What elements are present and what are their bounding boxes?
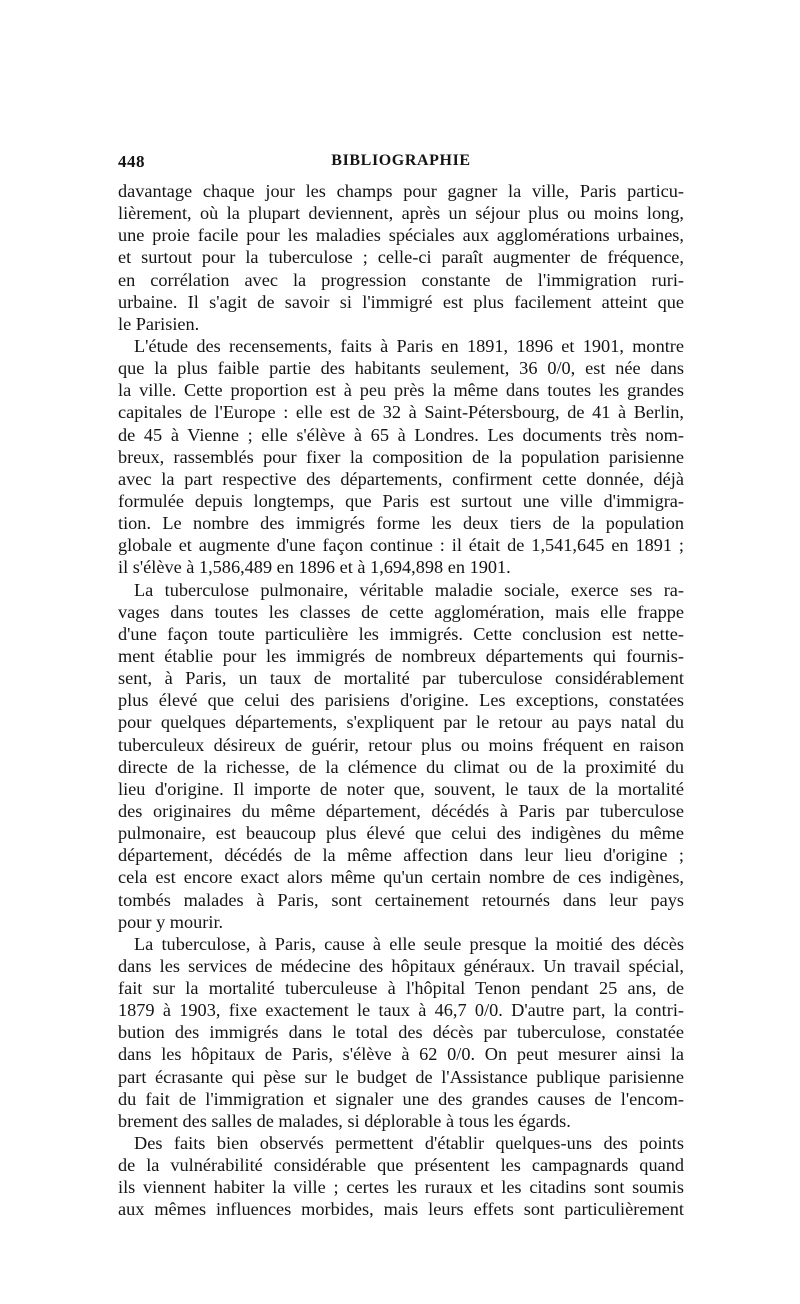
text-line: brement des salles de malades, si déplorable à tous les égards. [118, 1110, 571, 1131]
text-line: des originaires du même département, décédés à Paris par tuberculose [118, 800, 684, 821]
text-line: pour quelques départements, s'expliquent par le retour au pays natal du [118, 712, 684, 733]
text-line: de la vulnérabilité considérable que présentent les campagnards quand [118, 1155, 684, 1176]
text-line: davantage chaque jour les champs pour gagner la ville, Paris particu- [118, 181, 684, 201]
text-line: avec la part respective des départements, confirment cette donnée, déjà [118, 468, 684, 489]
text-line: globale et augmente d'une façon continue : il était de 1,541,645 en 1891 ; [118, 535, 684, 556]
text-line: et surtout pour la tuberculose ; celle-ci paraît augmenter de fréquence, [118, 247, 684, 268]
running-head: BIBLIOGRAPHIE [331, 152, 471, 169]
text-line: directe de la richesse, de la clémence du climat ou de la proximité du [118, 756, 684, 777]
text-line: de 45 à Vienne ; elle s'élève à 65 à Londres. Les documents très nom- [118, 424, 684, 445]
paragraph [118, 933, 684, 1132]
text-line: formulée depuis longtemps, que Paris est surtout une ville d'immigra- [118, 490, 684, 511]
text-line: lièrement, où la plupart deviennent, après un séjour plus ou moins long, [118, 203, 684, 224]
text-line: dans les hôpitaux de Paris, s'élève à 62 0/0. On peut mesurer ainsi la [118, 1044, 684, 1065]
text-line: département, décédés de la même affection dans leur lieu d'origine ; [118, 845, 684, 866]
text-line: la ville. Cette proportion est à peu près la même dans toutes les grandes [118, 380, 684, 401]
text-line: pour y mourir. [118, 911, 224, 932]
text-line: urbaine. Il s'agit de savoir si l'immigré est plus facilement atteint que [118, 291, 684, 312]
text-line: pulmonaire, est beaucoup plus élevé que celui des indigènes du même [118, 823, 684, 844]
text-line: dans les services de médecine des hôpitaux généraux. Un travail spécial, [118, 955, 684, 976]
text-line: le Parisien. [118, 313, 200, 334]
page-header [118, 152, 684, 176]
text-line: part écrasante qui pèse sur le budget de l'Assistance publique parisienne [118, 1066, 684, 1087]
page-number: 448 [118, 152, 145, 171]
text-line: sent, à Paris, un taux de mortalité par tuberculose considérablement [118, 668, 684, 689]
text-line: ment établie pour les immigrés de nombreux départements qui fournis- [118, 645, 684, 666]
text-line: une proie facile pour les maladies spéciales aux agglomérations urbaines, [118, 225, 684, 246]
text-line: d'une façon toute particulière les immigrés. Cette conclusion est nette- [118, 623, 684, 644]
text-line: tuberculeux désireux de guérir, retour plus ou moins fréquent en raison [118, 734, 684, 755]
text-line: bution des immigrés dans le total des décès par tuberculose, constatée [118, 1022, 684, 1043]
paragraph [118, 335, 684, 579]
text-line: La tuberculose, à Paris, cause à elle seule presque la moitié des décès [134, 933, 684, 954]
text-line: lieu d'origine. Il importe de noter que, souvent, le taux de la mortalité [118, 778, 684, 799]
text-line: ils viennent habiter la ville ; certes les ruraux et les citadins sont soumis [118, 1177, 684, 1198]
text-line: Des faits bien observés permettent d'établir quelques-uns des points [134, 1133, 684, 1154]
text-line: L'étude des recensements, faits à Paris en 1891, 1896 et 1901, montre [134, 335, 684, 356]
text-line: en corrélation avec la progression constante de l'immigration ruri- [118, 269, 684, 290]
text-line: cela est encore exact alors même qu'un certain nombre de ces indigènes, [118, 867, 684, 888]
paragraph [118, 579, 684, 933]
body-text [118, 180, 684, 1221]
text-line: tion. Le nombre des immigrés forme les deux tiers de la population [118, 513, 684, 534]
paragraph [118, 180, 684, 335]
text-line: capitales de l'Europe : elle est de 32 à Saint-Pétersbourg, de 41 à Berlin, [118, 402, 684, 423]
paragraph [118, 1132, 684, 1221]
text-line: 1879 à 1903, fixe exactement le taux à 46,7 0/0. D'autre part, la contri- [118, 1000, 684, 1021]
text-line: que la plus faible partie des habitants seulement, 36 0/0, est née dans [118, 358, 684, 379]
text-line: fait sur la mortalité tuberculeuse à l'hôpital Tenon pendant 25 ans, de [118, 978, 684, 999]
text-line: du fait de l'immigration et signaler une des grandes causes de l'encom- [118, 1088, 684, 1109]
text-line: tombés malades à Paris, sont certainement retournés dans leur pays [118, 889, 684, 910]
text-line: aux mêmes influences morbides, mais leurs effets sont particulièrement [118, 1199, 684, 1220]
text-line: plus élevé que celui des parisiens d'origine. Les exceptions, constatées [118, 690, 684, 711]
text-line: vages dans toutes les classes de cette agglomération, mais elle frappe [118, 601, 684, 622]
text-line: La tuberculose pulmonaire, véritable maladie sociale, exerce ses ra- [134, 579, 684, 600]
text-line: il s'élève à 1,586,489 en 1896 et à 1,694,898 en 1901. [118, 557, 511, 578]
text-line: breux, rassemblés pour fixer la composition de la population parisienne [118, 446, 684, 467]
